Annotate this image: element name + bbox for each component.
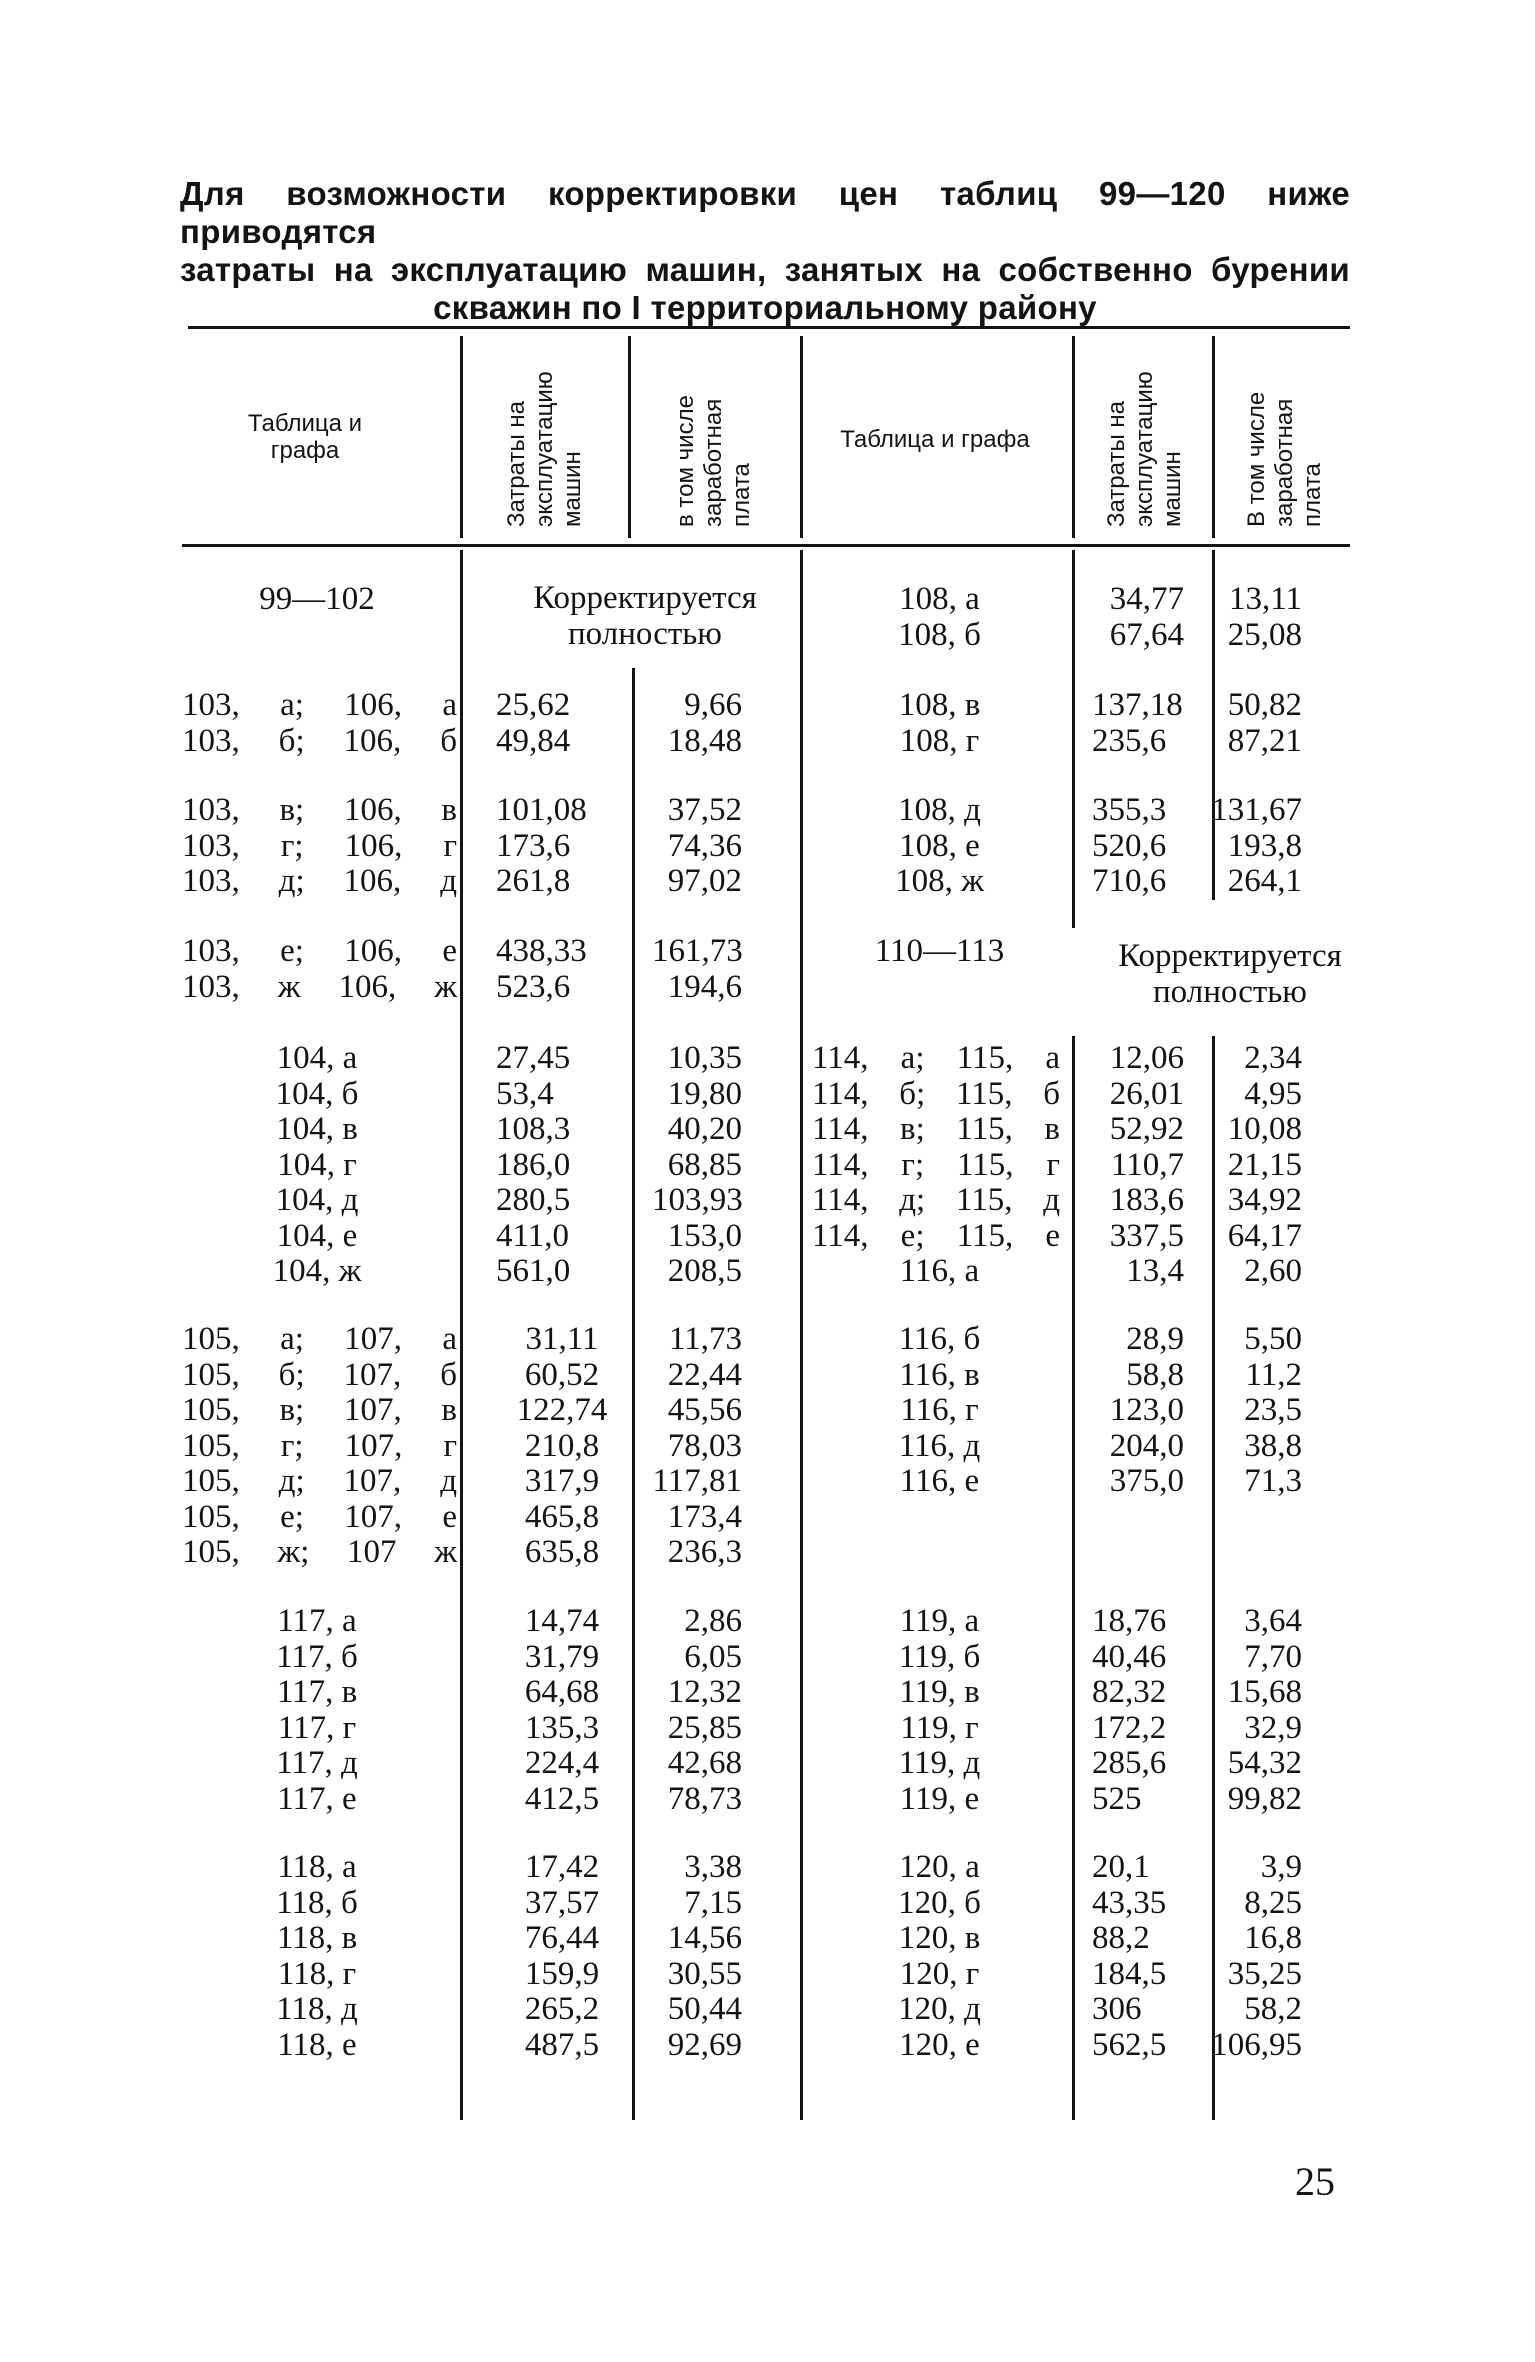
cell-wage-right: 35,25 [1227, 1955, 1302, 1992]
cell-wage-left: 208,5 [667, 1253, 742, 1289]
cell-wage-right: 32,9 [1244, 1709, 1302, 1746]
cell-costs-left: 14,74 [524, 1603, 600, 1639]
cell-table-right: 108, в [898, 687, 981, 723]
cell-wage-right: 193,8 [1227, 827, 1302, 864]
cell-wage-right: 264,1 [1227, 863, 1302, 899]
cell-costs-left: 31,11 [525, 1321, 599, 1357]
cell-costs-right: 137,18 [1092, 687, 1183, 723]
row-group [182, 1041, 1352, 1290]
cell-costs-left: 135,3 [524, 1709, 600, 1746]
cell-table-left: 104, г [277, 1146, 357, 1183]
header-wage-right: В том числе заработная плата [1243, 391, 1326, 527]
table-row [182, 2028, 1352, 2064]
cell-wage-left: 18,48 [667, 722, 742, 759]
cell-costs-right: 710,6 [1092, 863, 1167, 899]
cell-costs-right: 40,46 [1092, 1638, 1167, 1675]
cell-costs-left: 17,42 [524, 1849, 600, 1885]
cell-costs-left: 438,33 [496, 933, 587, 969]
cell-table-right: 110—113 [874, 933, 1005, 969]
cell-wage-right: 4,95 [1244, 1075, 1302, 1112]
cell-table-left: 117, д [276, 1745, 358, 1781]
cell-costs-left: 60,52 [524, 1356, 600, 1393]
cell-wage-left: 92,69 [667, 2026, 742, 2063]
cell-costs-left: 108,3 [496, 1111, 571, 1147]
cell-wage-right: 99,82 [1227, 1780, 1302, 1817]
cell-table-right: 116, б [898, 1321, 981, 1357]
cell-wage-left: 78,73 [667, 1780, 742, 1817]
cell-table-left: 118, д [276, 1991, 358, 2027]
row-group [182, 1322, 1352, 1571]
header-costs-right: Затраты на эксплуатацию машин [1103, 371, 1186, 527]
cell-costs-right: 183,6 [1109, 1182, 1184, 1218]
cell-costs-left: 261,8 [496, 863, 571, 899]
column-divider [1072, 336, 1075, 538]
cell-wage-left: 97,02 [667, 863, 742, 899]
cell-wage-left: 22,44 [667, 1356, 742, 1393]
cell-table-right: 120, а [899, 1849, 980, 1885]
cell-table-right: 114, б; 115, б [812, 1075, 1060, 1112]
header-table-right: Таблица и графа [840, 426, 1030, 453]
table-row [182, 1358, 1352, 1394]
table-row [182, 934, 1352, 970]
cell-wage-left: 37,52 [667, 792, 742, 828]
cell-costs-left: 224,4 [524, 1745, 600, 1781]
cell-table-left: 104, б [275, 1075, 359, 1112]
cell-wage-right: 8,25 [1244, 1884, 1302, 1921]
cell-costs-left: 53,4 [496, 1075, 554, 1112]
table-row [182, 1957, 1352, 1993]
cell-costs-left: 186,0 [496, 1146, 571, 1183]
cell-wage-right: 16,8 [1244, 1920, 1302, 1956]
cell-table-left: 117, г [277, 1709, 357, 1746]
cell-wage-left: 2,86 [684, 1603, 742, 1639]
column-divider [800, 336, 803, 538]
cell-table-left: 103, а; 106, а [182, 687, 457, 723]
cell-costs-right: 28,9 [1126, 1321, 1184, 1357]
caption-line-3: скважин по I территориальному району [433, 289, 1097, 326]
cell-table-left: 117, е [277, 1780, 357, 1817]
cell-wage-right: 3,64 [1244, 1603, 1302, 1639]
cell-wage-left: 42,68 [667, 1745, 742, 1781]
cell-wage-right: 21,15 [1227, 1146, 1302, 1183]
cell-costs-left: 159,9 [524, 1955, 600, 1992]
cell-costs-right: 184,5 [1092, 1955, 1167, 1992]
table-row [182, 1500, 1352, 1536]
cell-table-right: 114, д; 115, д [812, 1182, 1060, 1218]
cell-table-left: 103, г; 106, г [182, 827, 457, 864]
table-row [182, 724, 1352, 760]
cell-table-right: 108, д [898, 792, 981, 828]
cell-costs-left: 37,57 [524, 1884, 600, 1921]
cell-wage-right: 50,82 [1227, 687, 1302, 723]
header-table-left: Таблица и графа [247, 410, 363, 464]
table-row [182, 1077, 1352, 1113]
cell-costs-left: 101,08 [496, 792, 587, 828]
cell-table-right: 116, е [899, 1463, 980, 1499]
cell-table-right: 114, а; 115, а [812, 1040, 1060, 1076]
cell-wage-left: 236,3 [667, 1534, 742, 1570]
cell-table-right: 108, а [899, 581, 980, 617]
cell-table-right: 108, е [899, 827, 980, 864]
cell-costs-left: 411,0 [496, 1217, 570, 1254]
cell-wage-left: 50,44 [667, 1991, 742, 2027]
cell-costs-right: 18,76 [1092, 1603, 1167, 1639]
table-top-rule [188, 326, 1350, 329]
cell-table-left: 104, д [275, 1182, 359, 1218]
cell-wage-right: 38,8 [1244, 1427, 1302, 1464]
cell-costs-right: 562,5 [1092, 2026, 1167, 2063]
cell-wage-right: 10,08 [1227, 1111, 1302, 1147]
cell-wage-left: 9,66 [684, 687, 742, 723]
cell-wage-right: 25,08 [1227, 616, 1302, 653]
table-row [182, 1183, 1352, 1219]
cell-costs-right: 525 [1092, 1780, 1142, 1817]
cell-costs-left: 317,9 [524, 1463, 600, 1499]
table-row [182, 829, 1352, 865]
table-row [182, 618, 1352, 654]
caption [180, 175, 1350, 327]
cell-costs-right: 67,64 [1109, 616, 1184, 653]
table-row [182, 1322, 1352, 1358]
caption-line-2: затраты на эксплуатацию машин, занятых на собственно бурении [180, 251, 1350, 288]
cell-wage-right: 5,50 [1244, 1321, 1302, 1357]
cell-costs-right: 34,77 [1109, 581, 1184, 617]
table-row [182, 1640, 1352, 1676]
cell-wage-left: 68,85 [667, 1146, 742, 1183]
table-row [182, 970, 1352, 1006]
cell-table-left: 105, г; 107, г [182, 1427, 457, 1464]
table-row [182, 582, 1352, 618]
cell-table-left: 104, в [276, 1111, 358, 1147]
page-number: 25 [1295, 2159, 1335, 2204]
cell-table-right: 119, д [898, 1745, 981, 1781]
cell-table-right: 120, е [899, 2026, 980, 2063]
cell-wage-right: 34,92 [1227, 1182, 1302, 1218]
cell-costs-left: 487,5 [524, 2026, 600, 2063]
cell-costs-right: 172,2 [1092, 1709, 1167, 1746]
cell-wage-right: 131,67 [1211, 792, 1302, 828]
cell-costs-right: 235,6 [1092, 722, 1167, 759]
cell-table-left: 117, а [277, 1603, 357, 1639]
cell-wage-right: 106,95 [1211, 2026, 1302, 2063]
cell-wage-left: 153,0 [667, 1217, 742, 1254]
cell-costs-left: 465,8 [524, 1498, 600, 1535]
cell-wage-right: 2,34 [1244, 1040, 1302, 1076]
cell-costs-left: 412,5 [524, 1780, 600, 1817]
cell-table-left: 105, е; 107, е [182, 1498, 457, 1535]
cell-table-right: 120, в [898, 1920, 981, 1956]
cell-costs-right: 520,6 [1092, 827, 1167, 864]
cell-costs-left: 49,84 [496, 722, 571, 759]
cell-table-right: 120, г [899, 1955, 980, 1992]
table-row [182, 1429, 1352, 1465]
cell-table-right: 119, е [899, 1780, 980, 1817]
cell-wage-left: 7,15 [684, 1884, 742, 1921]
cell-table-left: 118, г [277, 1955, 357, 1992]
row-group [182, 1604, 1352, 1817]
cell-table-left: 105, а; 107, а [182, 1321, 457, 1357]
cell-wage-right: 64,17 [1227, 1217, 1302, 1254]
cell-costs-left: 25,62 [496, 687, 571, 723]
cell-wage-right: 58,2 [1244, 1991, 1302, 2027]
table-row [182, 1041, 1352, 1077]
cell-table-left: 103, б; 106, б [182, 722, 457, 759]
cell-table-right: 116, г [900, 1392, 979, 1428]
cell-wage-left: 45,56 [667, 1392, 742, 1428]
cell-costs-right: 58,8 [1126, 1356, 1184, 1393]
table-row [182, 793, 1352, 829]
cell-wage-left: 12,32 [667, 1674, 742, 1710]
cell-costs-right: 110,7 [1110, 1146, 1184, 1183]
cell-table-left: 104, ж [272, 1253, 362, 1289]
cell-wage-left: 161,73 [652, 933, 743, 969]
cell-wage-left: 78,03 [667, 1427, 742, 1464]
cell-wage-left: 14,56 [667, 1920, 742, 1956]
table-row [182, 1464, 1352, 1500]
cell-table-left: 104, а [276, 1040, 358, 1076]
column-divider [1212, 336, 1215, 538]
cell-wage-left: 74,36 [667, 827, 742, 864]
table-row [182, 1535, 1352, 1571]
cell-wage-left: 6,05 [684, 1638, 742, 1675]
cell-costs-right: 375,0 [1109, 1463, 1184, 1499]
corrected-span-right: Корректируется полностью [1118, 938, 1342, 1010]
cell-costs-right: 82,32 [1092, 1674, 1167, 1710]
table-row [182, 1219, 1352, 1255]
cell-table-left: 105, в; 107, в [182, 1392, 457, 1428]
table-row [182, 1921, 1352, 1957]
cell-wage-left: 40,20 [667, 1111, 742, 1147]
cell-wage-right: 13,11 [1228, 581, 1302, 617]
table-row [182, 1886, 1352, 1922]
column-divider [628, 336, 631, 538]
cell-wage-right: 15,68 [1227, 1674, 1302, 1710]
cell-table-left: 118, в [276, 1920, 358, 1956]
cell-wage-right: 87,21 [1227, 722, 1302, 759]
cell-table-left: 105, ж; 107 ж [182, 1534, 457, 1570]
table-row [182, 864, 1352, 900]
cell-table-right: 119, а [899, 1603, 980, 1639]
cell-wage-left: 173,4 [667, 1498, 742, 1535]
cell-table-right: 114, г; 115, г [812, 1146, 1060, 1183]
cell-wage-left: 3,38 [684, 1849, 742, 1885]
cell-table-left: 103, ж 106, ж [182, 968, 457, 1005]
cell-costs-left: 265,2 [524, 1991, 600, 2027]
cell-costs-right: 285,6 [1092, 1745, 1167, 1781]
cell-table-left: 117, б [276, 1638, 358, 1675]
cell-costs-left: 31,79 [524, 1638, 600, 1675]
cell-wage-right: 7,70 [1244, 1638, 1302, 1675]
cell-wage-right: 54,32 [1227, 1745, 1302, 1781]
table-row [182, 1112, 1352, 1148]
cell-wage-left: 19,80 [667, 1075, 742, 1112]
cell-table-left: 104, е [276, 1217, 358, 1254]
cell-costs-left: 210,8 [524, 1427, 600, 1464]
table-row [182, 1254, 1352, 1290]
column-divider [460, 336, 463, 538]
row-group [182, 793, 1352, 900]
cell-wage-right: 3,9 [1260, 1849, 1302, 1885]
cell-costs-right: 26,01 [1109, 1075, 1184, 1112]
cell-wage-right: 2,60 [1244, 1253, 1302, 1289]
cell-table-left: 118, е [277, 2026, 357, 2063]
cell-wage-left: 194,6 [667, 968, 742, 1005]
cell-costs-right: 123,0 [1109, 1392, 1184, 1428]
cell-costs-right: 13,4 [1126, 1253, 1184, 1289]
cell-costs-left: 122,74 [516, 1392, 608, 1428]
cell-table-right: 114, в; 115, в [812, 1111, 1060, 1147]
cell-costs-left: 561,0 [496, 1253, 571, 1289]
cell-table-right: 108, б [898, 616, 981, 653]
header-costs-left: Затраты на эксплуатацию машин [503, 371, 586, 527]
row-group [182, 582, 1352, 653]
cell-wage-left: 117,81 [652, 1463, 742, 1499]
cell-table-right: 119, б [898, 1638, 981, 1675]
cell-wage-left: 10,35 [667, 1040, 742, 1076]
cell-costs-right: 43,35 [1092, 1884, 1167, 1921]
cell-table-right: 116, д [898, 1427, 981, 1464]
cell-costs-left: 76,44 [524, 1920, 600, 1956]
cell-table-left: 99—102 [259, 581, 375, 617]
cell-table-right: 116, в [899, 1356, 980, 1393]
cell-table-left: 118, а [277, 1849, 357, 1885]
cell-table-right: 119, в [899, 1674, 980, 1710]
table-row [182, 1850, 1352, 1886]
cell-wage-left: 11,73 [668, 1321, 742, 1357]
table-row [182, 1746, 1352, 1782]
cell-costs-right: 20,1 [1092, 1849, 1150, 1885]
cell-table-right: 120, б [898, 1884, 981, 1921]
cell-table-right: 114, е; 115, е [812, 1217, 1060, 1254]
cell-costs-right: 306 [1092, 1991, 1142, 2027]
row-group [182, 934, 1352, 1005]
cell-wage-left: 103,93 [652, 1182, 743, 1218]
table-row [182, 1604, 1352, 1640]
cell-table-right: 119, г [900, 1709, 979, 1746]
cell-wage-left: 30,55 [667, 1955, 742, 1992]
cell-table-right: 120, д [898, 1991, 981, 2027]
table-row [182, 1782, 1352, 1818]
cell-table-right: 116, а [899, 1253, 980, 1289]
cell-costs-left: 523,6 [496, 968, 571, 1005]
cell-costs-left: 27,45 [496, 1040, 571, 1076]
cell-costs-right: 204,0 [1109, 1427, 1184, 1464]
cell-costs-right: 355,3 [1092, 792, 1167, 828]
cell-table-left: 105, б; 107, б [182, 1356, 457, 1393]
header-wage-left: в том числе заработная плата [672, 395, 755, 527]
cell-wage-right: 71,3 [1244, 1463, 1302, 1499]
cell-costs-left: 635,8 [524, 1534, 600, 1570]
cell-wage-left: 25,85 [667, 1709, 742, 1746]
cell-table-right: 108, г [899, 722, 980, 759]
table-row [182, 1992, 1352, 2028]
row-group [182, 688, 1352, 759]
cell-table-left: 103, в; 106, в [182, 792, 457, 828]
caption-line-1: Для возможности корректировки цен таблиц 99—120 ниже приводятся [180, 175, 1350, 250]
cell-costs-right: 52,92 [1109, 1111, 1184, 1147]
cell-table-right: 108, ж [895, 863, 984, 899]
cell-wage-right: 23,5 [1244, 1392, 1302, 1428]
cell-costs-right: 337,5 [1109, 1217, 1184, 1254]
cell-wage-right: 11,2 [1245, 1356, 1302, 1393]
header-bottom-rule [182, 544, 1350, 547]
table-row [182, 1675, 1352, 1711]
table-row [182, 688, 1352, 724]
table-row [182, 1711, 1352, 1747]
cell-table-left: 103, д; 106, д [182, 863, 457, 899]
table-row [182, 1393, 1352, 1429]
cell-costs-left: 280,5 [496, 1182, 571, 1218]
cell-costs-right: 88,2 [1092, 1920, 1150, 1956]
cell-table-left: 103, е; 106, е [182, 933, 457, 969]
cell-costs-right: 12,06 [1109, 1040, 1184, 1076]
row-group [182, 1850, 1352, 2063]
cell-table-left: 118, б [276, 1884, 358, 1921]
cell-table-left: 117, в [276, 1674, 358, 1710]
corrected-span-left: Корректируется полностью [533, 580, 757, 652]
cell-costs-left: 64,68 [524, 1674, 600, 1710]
cell-costs-left: 173,6 [496, 827, 571, 864]
cell-table-left: 105, д; 107, д [182, 1463, 457, 1499]
table-row [182, 1148, 1352, 1184]
